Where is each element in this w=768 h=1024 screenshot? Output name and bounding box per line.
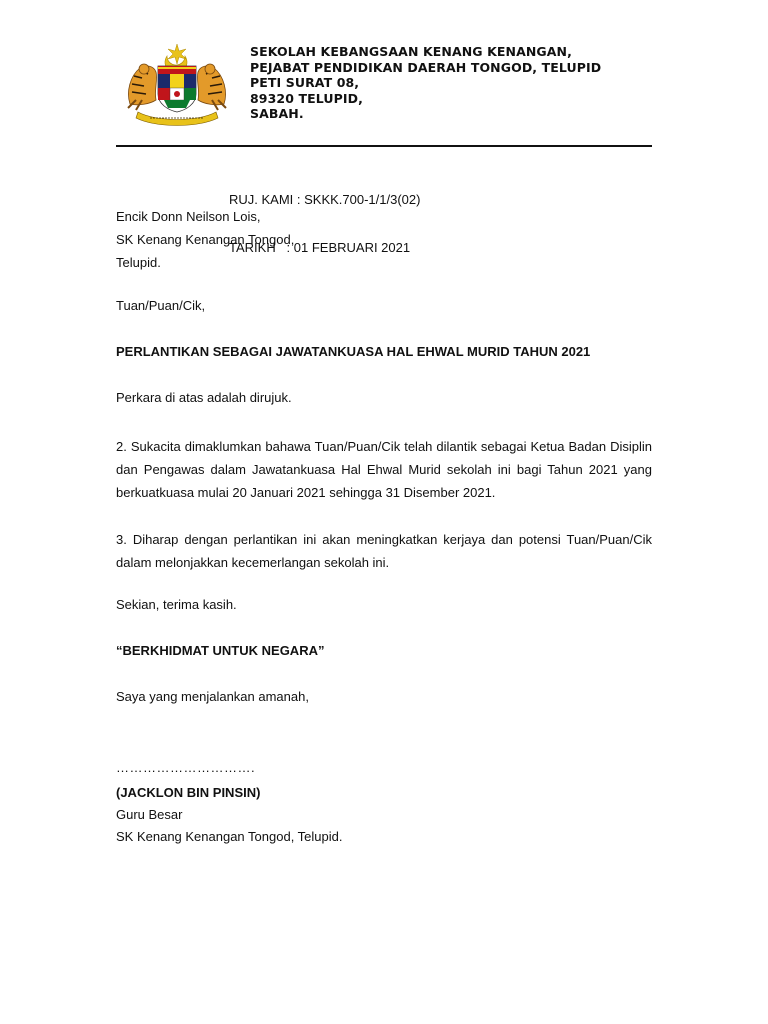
signatory-name: (JACKLON BIN PINSIN) bbox=[116, 785, 261, 800]
signature-dots: …………………………. bbox=[116, 760, 256, 775]
recipient-town: Telupid. bbox=[116, 255, 161, 270]
header-divider bbox=[116, 145, 652, 147]
postcode-town: 89320 TELUPID, bbox=[250, 90, 363, 106]
recipient-school: SK Kenang Kenangan Tongod, bbox=[116, 232, 295, 247]
closing-line: Sekian, terima kasih. bbox=[116, 597, 237, 612]
signatory-school: SK Kenang Kenangan Tongod, Telupid. bbox=[116, 829, 343, 844]
letterhead bbox=[250, 44, 601, 122]
recipient-name: Encik Donn Neilson Lois, bbox=[116, 209, 261, 224]
district-office: PEJABAT PENDIDIKAN DAERAH TONGOD, TELUPID bbox=[250, 59, 602, 75]
trust-line: Saya yang menjalankan amanah, bbox=[116, 689, 309, 704]
signature-block bbox=[116, 782, 652, 848]
salutation: Tuan/Puan/Cik, bbox=[116, 298, 206, 313]
reference-number: RUJ. KAMI : SKKK.700-1/1/3(02) bbox=[229, 192, 421, 207]
paragraph-3: 3. Diharap dengan perlantikan ini akan meningkatkan kerjaya dan potensi Tuan/Puan/Cik dalam melonjakkan kecemerlangan sekolah ini. bbox=[116, 532, 652, 570]
recipient-address bbox=[116, 205, 652, 274]
school-name: SEKOLAH KEBANGSAAN KENANG KENANGAN, bbox=[250, 44, 572, 59]
paragraph-1: Perkara di atas adalah dirujuk. bbox=[116, 390, 292, 405]
po-box: PETI SURAT 08, bbox=[250, 75, 360, 90]
state: SABAH. bbox=[250, 106, 304, 121]
paragraph-2: 2. Sukacita dimaklumkan bahawa Tuan/Puan/Cik telah dilantik sebagai Ketua Badan Disiplin dan Pengawas dalam Jawatankuasa Hal Ehwal Murid sekolah ini bagi Tahun 2021 yang berkuatkuasa mulai 20 Januari 2021 sehingga 31 Disember 2021. bbox=[116, 439, 652, 500]
malaysia-coat-of-arms-icon bbox=[120, 42, 234, 126]
letter-date: TARIKH : 01 FEBRUARI 2021 bbox=[229, 240, 411, 255]
signatory-title: Guru Besar bbox=[116, 807, 183, 822]
motto: “BERKHIDMAT UNTUK NEGARA” bbox=[116, 643, 325, 658]
letter-subject: PERLANTIKAN SEBAGAI JAWATANKUASA HAL EHWAL MURID TAHUN 2021 bbox=[116, 344, 591, 359]
